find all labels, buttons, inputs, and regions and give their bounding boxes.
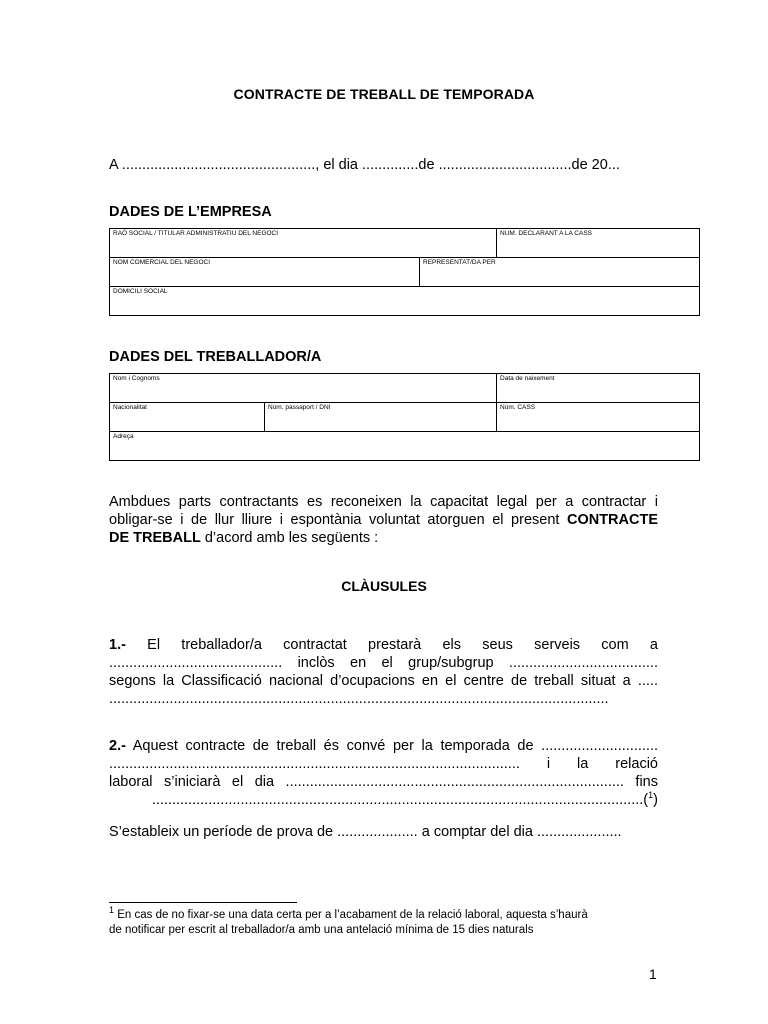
clause-2-line-1: 2.- Aquest contracte de treball és convé per la temporada de ............................. (109, 738, 658, 754)
footnote-line-1: $^1$ En cas de no fixar-se una data certa per a l’acabament de la relació laboral, aquesta s’haurà (109, 905, 588, 921)
company-data-heading: DADES DE L’EMPRESA (109, 204, 272, 220)
footnote-mark: 1 (109, 905, 115, 916)
intro-line-1: Ambdues parts contractants es reconeixen la capacitat legal per a contractar i (109, 494, 658, 510)
declarant-number-field[interactable] (497, 229, 700, 258)
address-field[interactable] (110, 432, 700, 461)
field-label: Adreça (113, 433, 134, 440)
cass-number-field[interactable] (497, 403, 700, 432)
clause-1-line-1: 1.- El treballador/a contractat prestarà els seus serveis com a (109, 637, 658, 653)
worker-data-table (109, 373, 700, 461)
document-title: CONTRACTE DE TREBALL DE TEMPORADA (233, 86, 535, 102)
company-name-field[interactable] (110, 229, 497, 258)
clause-1-line-4: ............................................................................................................................ (109, 691, 609, 707)
representative-field[interactable] (420, 258, 700, 287)
page-number: 1 (649, 966, 657, 982)
field-label: DOMICILI SOCIAL (113, 288, 168, 295)
clause-2-number: 2.- (109, 738, 126, 754)
footnote (109, 905, 669, 938)
footnote-line-2: de notificar per escrit al treballador/a amb una antelació mínima de 15 dies naturals (109, 924, 534, 936)
field-label: Data de naixement (500, 375, 555, 382)
nationality-field[interactable] (110, 403, 265, 432)
intro-paragraph (109, 493, 658, 547)
place-date-line: A ................................................, el dia ..............de .................................de 20... (109, 157, 620, 173)
clause-1-number: 1.- (109, 637, 126, 653)
footnote-reference[interactable]: 1 (648, 791, 654, 801)
field-label: REPRESENTAT/DA PER (423, 259, 496, 266)
clauses-heading: CLÀUSULES (341, 578, 427, 594)
footnote-divider (109, 902, 297, 903)
intro-line-3: DE TREBALL d’acord amb les següents : (109, 530, 379, 546)
clause-1-line-3: segons la Classificació nacional d’ocupacions en el centre de treball situat a ..... (109, 673, 658, 689)
field-label: Nom i Cognoms (113, 375, 160, 382)
clause-2-line-4: ..........................................................................................................................($^1$) (151, 791, 658, 808)
worker-data-heading: DADES DEL TREBALLADOR/A (109, 349, 322, 365)
clause-1-line-2: ........................................... inclòs en el grup/subgrup ..................................... (109, 655, 658, 671)
clause-2-line-2: ...................................................................................................... i la relació (109, 756, 658, 772)
field-label: NOM COMERCIAL DEL NEGOCI (113, 259, 211, 266)
field-label: RAÓ SOCIAL / TITULAR ADMINISTRATIU DEL NEGOCI (113, 230, 279, 237)
passport-field[interactable] (265, 403, 497, 432)
field-label: Nacionalitat (113, 404, 147, 411)
commercial-name-field[interactable] (110, 258, 420, 287)
field-label: NUM. DECLARANT A LA CASS (500, 230, 592, 237)
clause-2-line-3: laboral s’iniciarà el dia .................................................................................... fins (109, 774, 658, 790)
full-name-field[interactable] (110, 374, 497, 403)
company-data-table (109, 228, 700, 316)
clause-2 (109, 737, 658, 809)
birth-date-field[interactable] (497, 374, 700, 403)
intro-line-2: obligar-se i de llur lliure i espontània voluntat atorguen el present CONTRACTE (109, 512, 658, 528)
registered-address-field[interactable] (110, 287, 700, 316)
field-label: Núm. CASS (500, 404, 536, 411)
trial-period-line: S’estableix un període de prova de .................... a comptar del dia ..................... (109, 824, 622, 840)
field-label: Núm. passaport / DNI (268, 404, 331, 411)
clause-1 (109, 636, 658, 708)
